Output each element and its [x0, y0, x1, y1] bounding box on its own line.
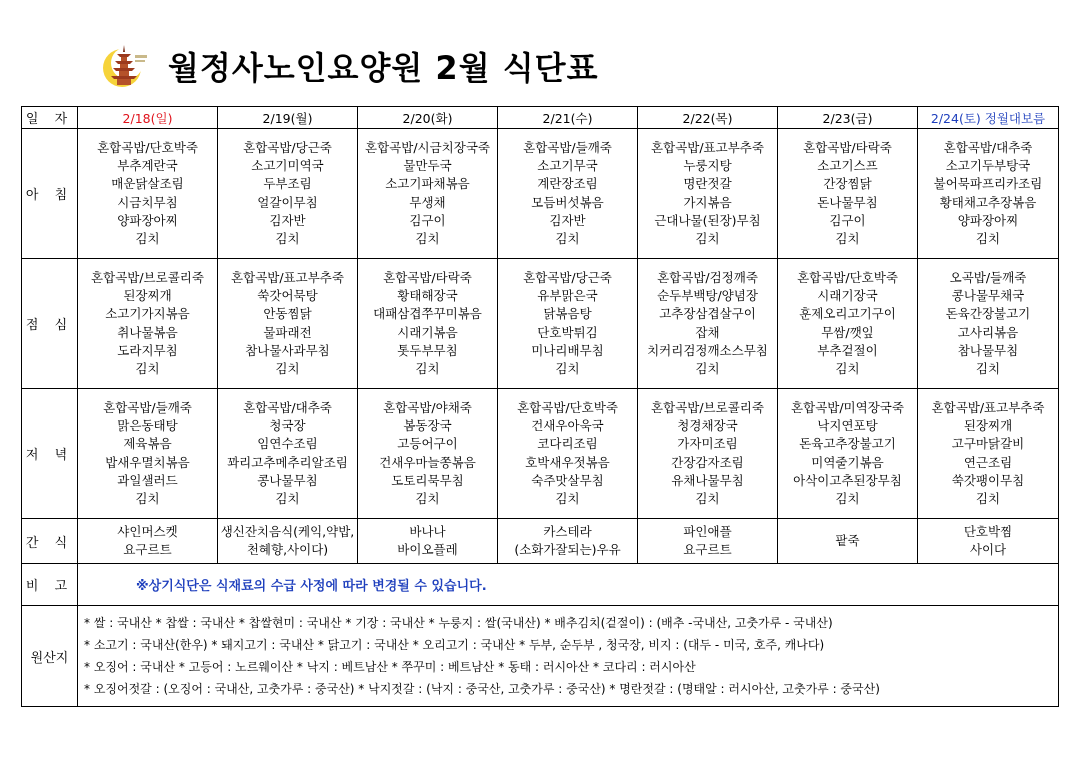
- snack-row: [22, 519, 1059, 564]
- menu-item: 숙주맛살무침: [531, 472, 604, 488]
- origin-line: * 오징어 : 국내산 * 고등어 : 노르웨이산 * 낙지 : 베트남산 * 쭈꾸미 : 베트남산 * 동태 : 러시아산 * 코다리 : 러시아산: [84, 660, 696, 674]
- menu-item: 소고기두부탕국: [945, 158, 1031, 174]
- menu-item: 누룽지탕: [683, 158, 732, 174]
- menu-item: 혼합곡밥/브로콜리죽: [91, 269, 204, 285]
- menu-item: 오곡밥/들깨죽: [949, 269, 1027, 285]
- breakfast-row: [22, 129, 1059, 259]
- date-header-3: 2/21(수): [498, 107, 638, 129]
- menu-item: 호박새우젓볶음: [525, 454, 610, 470]
- menu-item: 톳두부무침: [397, 342, 458, 358]
- menu-item: 미역줄기볶음: [811, 454, 884, 470]
- menu-item: 양파장아찌: [117, 212, 178, 228]
- menu-item: 무생채: [409, 194, 446, 210]
- menu-item: 청경채장국: [677, 418, 738, 434]
- menu-item: 김치: [835, 230, 860, 246]
- snack-item: 바이오플레: [397, 542, 458, 557]
- snack-cell: [218, 519, 358, 564]
- menu-item: 혼합곡밥/타락죽: [383, 269, 472, 285]
- menu-item: 돈육고추장불고기: [799, 436, 896, 452]
- menu-item: 잡채: [695, 324, 720, 340]
- menu-item: 건새우아욱국: [531, 418, 604, 434]
- date-header-2: 2/20(화): [358, 107, 498, 129]
- menu-item: 고사리볶음: [957, 324, 1019, 340]
- note-label: 비 고: [22, 564, 78, 606]
- menu-item: 황태채고추장볶음: [939, 194, 1037, 210]
- snack-item: 바나나: [409, 523, 446, 539]
- menu-item: 건새우마늘쫑볶음: [379, 454, 476, 470]
- date-header-label: 일 자: [22, 107, 78, 129]
- date-header-4: 2/22(목): [638, 107, 778, 129]
- menu-item: 무쌈/깻잎: [821, 324, 874, 340]
- origin-row: [22, 606, 1059, 707]
- menu-item: 혼합곡밥/표고부추죽: [931, 399, 1045, 415]
- date-header-5: 2/23(금): [778, 107, 918, 129]
- menu-item: 혼합곡밥/야채죽: [383, 399, 472, 415]
- menu-cell: [638, 389, 778, 519]
- snack-item: 카스테라: [543, 523, 592, 539]
- menu-item: 청국장: [269, 418, 306, 434]
- menu-item: 혼합곡밥/당근죽: [523, 269, 612, 285]
- menu-item: 대패삼겹쭈꾸미볶음: [373, 306, 482, 322]
- pagoda-logo-icon: [100, 41, 150, 91]
- menu-item: 과일샐러드: [117, 472, 178, 488]
- menu-item: 돈육간장불고기: [945, 306, 1031, 322]
- menu-cell: [498, 129, 638, 259]
- menu-item: 꽈리고추메추리알조림: [227, 454, 348, 470]
- date-header-6: 2/24(토) 정월대보름: [918, 107, 1059, 129]
- menu-item: 소고기파채볶음: [385, 176, 470, 192]
- menu-item: 시래기장국: [817, 288, 878, 304]
- menu-cell: [918, 259, 1059, 389]
- snack-item: 요구르트: [683, 542, 732, 557]
- snack-item: 단호박찜: [963, 523, 1013, 539]
- menu-item: 맑은동태탕: [117, 418, 178, 434]
- menu-item: 근대나물(된장)무침: [654, 212, 761, 228]
- menu-item: 밥새우멸치볶음: [105, 454, 190, 470]
- menu-item: 김치: [975, 230, 1001, 246]
- menu-item: 김자반: [269, 212, 306, 228]
- menu-cell: [918, 389, 1059, 519]
- menu-item: 쑥갓팽이무침: [951, 472, 1025, 488]
- menu-item: 혼합곡밥/단호박죽: [797, 269, 898, 285]
- menu-item: 혼합곡밥/대추죽: [243, 399, 332, 415]
- menu-item: 혼합곡밥/표고부추죽: [651, 139, 764, 155]
- snack-item: 사이다: [969, 542, 1007, 557]
- menu-cell: [218, 259, 358, 389]
- menu-item: 김치: [835, 360, 860, 376]
- menu-item: 소고기무국: [537, 158, 598, 174]
- menu-item: 시래기볶음: [397, 324, 458, 340]
- snack-cell: [78, 519, 218, 564]
- menu-item: 고등어구이: [397, 436, 458, 452]
- menu-cell: [78, 129, 218, 259]
- menu-item: 돈나물무침: [817, 194, 878, 210]
- menu-item: 간장감자조림: [671, 454, 744, 470]
- menu-item: 임연수조림: [257, 436, 318, 452]
- menu-item: 미나리배무침: [531, 342, 604, 358]
- menu-item: 매운닭살조림: [111, 176, 184, 192]
- breakfast-label: 아 침: [22, 129, 78, 259]
- menu-item: 김치: [695, 230, 720, 246]
- menu-item: 취나물볶음: [117, 324, 178, 340]
- origin-line: * 쌀 : 국내산 * 찹쌀 : 국내산 * 찹쌀현미 : 국내산 * 기장 : 국내산 * 누룽지 : 쌀(국내산) * 배추김치(겉절이) : (배추 -국내산, 고춧가루 - 국내산): [84, 616, 833, 630]
- menu-item: 고추장삼겹살구이: [659, 306, 756, 322]
- menu-item: 혼합곡밥/들깨죽: [103, 399, 192, 415]
- menu-item: 훈제오리고기구이: [799, 306, 896, 322]
- menu-cell: [218, 129, 358, 259]
- snack-item: 팥죽: [835, 532, 860, 548]
- date-header-row: [22, 107, 1059, 129]
- menu-cell: [78, 389, 218, 519]
- menu-item: 김치: [695, 490, 720, 506]
- menu-cell: [778, 389, 918, 519]
- menu-item: 김자반: [549, 212, 586, 228]
- menu-item: 황태해장국: [397, 288, 458, 304]
- dinner-label: 저 녁: [22, 389, 78, 519]
- origin-label: 원산지: [22, 606, 78, 707]
- menu-cell: [638, 259, 778, 389]
- menu-cell: [498, 389, 638, 519]
- menu-item: 물만두국: [403, 158, 452, 174]
- menu-cell: [638, 129, 778, 259]
- menu-cell: [358, 129, 498, 259]
- menu-item: 도토리묵무침: [391, 472, 464, 488]
- snack-item: 샤인머스켓: [117, 523, 178, 539]
- origin-text: [78, 606, 1059, 707]
- menu-item: 봄동장국: [403, 418, 452, 434]
- menu-item: 혼합곡밥/검정깨죽: [657, 269, 758, 285]
- menu-item: 혼합곡밥/브로콜리죽: [651, 399, 764, 415]
- menu-item: 김구이: [409, 212, 446, 228]
- menu-item: 김치: [975, 490, 1001, 506]
- menu-item: 참나물무침: [957, 342, 1019, 358]
- menu-item: 유부맑은국: [537, 288, 598, 304]
- menu-item: 부추계란국: [117, 158, 178, 174]
- menu-item: 혼합곡밥/미역장국죽: [791, 399, 904, 415]
- menu-item: 도라지무침: [117, 342, 178, 358]
- snack-cell: [778, 519, 918, 564]
- menu-item: 혼합곡밥/대추죽: [943, 139, 1033, 155]
- menu-item: 계란장조림: [537, 176, 598, 192]
- snack-item: 파인애플: [683, 523, 732, 539]
- menu-item: 제육볶음: [123, 436, 172, 452]
- page-header: [100, 38, 599, 94]
- snack-item: 천혜향,사이다): [246, 542, 329, 557]
- menu-cell: [778, 129, 918, 259]
- menu-item: 소고기미역국: [251, 158, 324, 174]
- menu-item: 김치: [275, 360, 300, 376]
- menu-item: 두부조림: [263, 176, 312, 192]
- menu-item: 물파래전: [263, 324, 312, 340]
- menu-item: 모듬버섯볶음: [531, 194, 604, 210]
- menu-item: 안동찜닭: [263, 306, 312, 322]
- menu-item: 혼합곡밥/표고부추죽: [231, 269, 344, 285]
- note-row: [22, 564, 1059, 606]
- menu-item: 김치: [275, 230, 300, 246]
- menu-item: 순두부백탕/양념장: [657, 288, 758, 304]
- menu-item: 된장찌개: [123, 288, 172, 304]
- menu-item: 고구마닭갈비: [951, 436, 1025, 452]
- menu-item: 코다리조림: [537, 436, 598, 452]
- snack-item: 생신잔치음식(케익,약밥,: [220, 523, 355, 539]
- menu-item: 양파장아찌: [957, 212, 1019, 228]
- menu-item: 낙지연포탕: [817, 418, 878, 434]
- menu-item: 얼갈이무침: [257, 194, 318, 210]
- menu-item: 김치: [135, 230, 160, 246]
- menu-item: 김구이: [829, 212, 866, 228]
- menu-item: 아삭이고추된장무침: [793, 472, 902, 488]
- menu-item: 혼합곡밥/단호박죽: [517, 399, 618, 415]
- menu-item: 혼합곡밥/시금치장국죽: [365, 139, 490, 155]
- menu-cell: [918, 129, 1059, 259]
- menu-item: 혼합곡밥/타락죽: [803, 139, 892, 155]
- menu-item: 콩나물무침: [257, 472, 318, 488]
- menu-item: 김치: [415, 360, 440, 376]
- menu-item: 김치: [555, 230, 580, 246]
- menu-cell: [778, 259, 918, 389]
- origin-line: * 오징어젓갈 : (오징어 : 국내산, 고춧가루 : 중국산) * 낙지젓갈 : (낙지 : 중국산, 고춧가루 : 중국산) * 명란젓갈 : (명태알 : 러시아산, 고춧가루 : 중국산): [84, 682, 880, 696]
- menu-item: 간장찜닭: [823, 176, 872, 192]
- menu-item: 가자미조림: [677, 436, 738, 452]
- menu-cell: [358, 259, 498, 389]
- menu-item: 김치: [555, 490, 580, 506]
- lunch-label: 점 심: [22, 259, 78, 389]
- date-header-1: 2/19(월): [218, 107, 358, 129]
- menu-item: 단호박튀김: [537, 324, 598, 340]
- menu-item: 시금치무침: [117, 194, 178, 210]
- menu-item: 김치: [975, 360, 1001, 376]
- meal-plan-table: [21, 106, 1059, 707]
- menu-item: 가지볶음: [683, 194, 732, 210]
- menu-item: 김치: [135, 490, 160, 506]
- menu-item: 김치: [555, 360, 580, 376]
- menu-item: 혼합곡밥/단호박죽: [97, 139, 198, 155]
- menu-cell: [358, 389, 498, 519]
- menu-item: 불어묵파프리카조림: [933, 176, 1043, 192]
- menu-item: 김치: [275, 490, 300, 506]
- menu-item: 소고기가지볶음: [105, 306, 190, 322]
- menu-item: 유채나물무침: [671, 472, 744, 488]
- date-header-0: 2/18(일): [78, 107, 218, 129]
- menu-item: 김치: [695, 360, 720, 376]
- menu-item: 연근조림: [963, 454, 1013, 470]
- snack-item: (소화가잘되는)우유: [514, 542, 621, 557]
- origin-line: * 소고기 : 국내산(한우) * 돼지고기 : 국내산 * 닭고기 : 국내산 * 오리고기 : 국내산 * 두부, 순두부 , 청국장, 비지 : (대두 - 미국, 호주, 캐나다): [84, 638, 825, 652]
- menu-item: 김치: [835, 490, 860, 506]
- menu-item: 된장찌개: [963, 418, 1013, 434]
- menu-item: 닭볶음탕: [543, 306, 592, 322]
- snack-cell: [638, 519, 778, 564]
- menu-cell: [78, 259, 218, 389]
- menu-item: 치커리검정깨소스무침: [647, 342, 768, 358]
- menu-item: 소고기스프: [817, 158, 878, 174]
- menu-item: 김치: [415, 490, 440, 506]
- snack-cell: [498, 519, 638, 564]
- menu-item: 혼합곡밥/들깨죽: [523, 139, 612, 155]
- menu-item: 명란젓갈: [683, 176, 732, 192]
- menu-cell: [498, 259, 638, 389]
- page-title: 월정사노인요양원 2월 식단표: [168, 49, 599, 87]
- snack-label: 간 식: [22, 519, 78, 564]
- menu-item: 혼합곡밥/당근죽: [243, 139, 332, 155]
- menu-item: 콩나물무채국: [951, 288, 1025, 304]
- menu-item: 쑥갓어묵탕: [257, 288, 318, 304]
- lunch-row: [22, 259, 1059, 389]
- menu-item: 김치: [415, 230, 440, 246]
- note-text: ※상기식단은 식재료의 수급 사정에 따라 변경될 수 있습니다.: [78, 564, 1059, 606]
- dinner-row: [22, 389, 1059, 519]
- menu-item: 참나물사과무침: [245, 342, 330, 358]
- menu-item: 김치: [135, 360, 160, 376]
- menu-item: 부추겉절이: [817, 342, 878, 358]
- snack-cell: [918, 519, 1059, 564]
- snack-cell: [358, 519, 498, 564]
- snack-item: 요구르트: [123, 542, 172, 557]
- menu-cell: [218, 389, 358, 519]
